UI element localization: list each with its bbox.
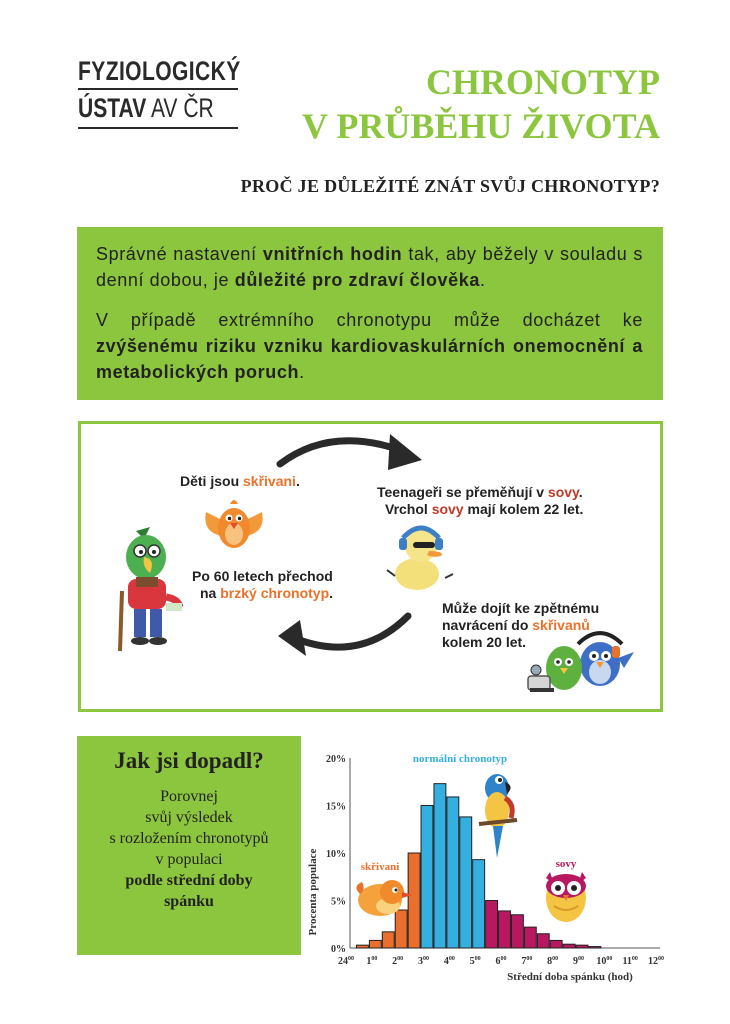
chart-bar (356, 945, 368, 948)
compare-box (77, 736, 301, 955)
bird-couple-icon (520, 622, 635, 702)
intro-p2-a: V případě extrémního chronotypu může docházet ke (96, 310, 643, 330)
caption-teen-f: mají kolem 22 let. (463, 501, 584, 517)
chart-bar (511, 915, 523, 948)
chart-x-tick-label: $9^{00}$ (573, 956, 584, 967)
caption-old-a: Po 60 letech přechod (192, 568, 333, 584)
logo-rule-bottom (78, 127, 238, 129)
chart-x-tick-label: $7^{00}$ (521, 956, 533, 967)
caption-children-a: Děti jsou (180, 473, 244, 489)
chart-x-tick-label: $5^{00}$ (469, 956, 481, 967)
chart-y-tick-label: 10% (326, 849, 346, 860)
chart-bar (447, 797, 459, 948)
chart-normal-label: normální chronotyp (412, 753, 508, 765)
caption-teen-e: sovy (431, 501, 464, 517)
caption-return-d: kolem 20 let. (442, 634, 527, 650)
intro-p2-b: zvýšenému riziku vzniku kardiovaskulárních onemocnění a metabolických poruch (96, 336, 643, 382)
chart-x-tick-label: $12^{00}$ (648, 956, 664, 967)
chart-bar (421, 806, 433, 949)
chart-y-tick-label: 5% (331, 896, 346, 908)
caption-return-c: skřivanů (532, 617, 590, 633)
chart-bar (550, 940, 562, 948)
caption-old-age (192, 568, 333, 602)
title-line-2: V PRŮBĚHU ŽIVOTA (302, 106, 660, 146)
caption-teen-b: sovy (547, 484, 579, 500)
intro-paragraph-1 (96, 241, 643, 293)
senior-parrot-icon (110, 527, 185, 655)
logo-line-1: FYZIOLOGICKÝ (78, 56, 241, 86)
compare-line-3: s rozložením chronotypů (109, 830, 269, 847)
compare-text (77, 786, 301, 912)
chart-y-tick-label: 20% (326, 754, 346, 765)
intro-p1-c: tak, aby běžely v souladu s denní dobou, je (96, 244, 643, 290)
chart-x-tick-label: $10^{00}$ (596, 956, 613, 967)
institute-logo (78, 56, 240, 129)
chart-x-tick-label: $2^{00}$ (392, 956, 404, 967)
chart-x-axis-label: Střední doba spánku (hod) (507, 971, 633, 983)
teen-duck-icon (385, 518, 455, 598)
chart-y-axis-label: Procenta populace (307, 848, 319, 936)
chart-owl-icon (546, 872, 586, 922)
chart-bar (563, 944, 575, 948)
caption-teen-c: . (578, 484, 583, 500)
chart-x-tick-label: $11^{00}$ (622, 956, 638, 967)
compare-line-1: Porovnej (160, 788, 218, 805)
compare-line-2: svůj výsledek (145, 809, 233, 826)
caption-children-b: skřivani (243, 473, 296, 489)
intro-p1-b: vnitřních hodin (262, 244, 403, 264)
compare-heading: Jak jsi dopadl? (114, 748, 264, 773)
logo-line-2-bold: ÚSTAV (78, 93, 147, 123)
chart-late-label: sovy (555, 858, 577, 870)
chart-bar (434, 784, 446, 948)
chart-x-tick-label: $6^{00}$ (495, 956, 507, 967)
child-lark-icon (200, 492, 268, 558)
chart-x-tick-label: $24^{00}$ (338, 956, 354, 967)
chart-bar (473, 860, 485, 948)
intro-p1-d: důležité pro zdraví člověka (234, 270, 480, 290)
logo-rule (78, 88, 238, 90)
intro-p1-a: Správné nastavení (96, 244, 263, 264)
intro-p2-c: . (299, 362, 305, 382)
chronotype-distribution-chart (300, 740, 680, 990)
chart-bar (486, 901, 498, 949)
chart-x-tick-label: $4^{00}$ (443, 956, 455, 967)
chart-bar (499, 911, 511, 948)
logo-line-2-rest: AV ČR (146, 93, 214, 123)
logo-line-2 (78, 93, 214, 123)
intro-paragraph-2 (96, 307, 643, 385)
title-line-1: CHRONOTYP (426, 62, 660, 102)
page-subtitle: PROČ JE DŮLEŽITÉ ZNÁT SVŮJ CHRONOTYP? (240, 176, 660, 196)
caption-old-d: . (329, 585, 334, 601)
caption-children-c: . (295, 473, 300, 489)
compare-line-5: podle střední doby (125, 872, 253, 889)
chart-bar (395, 910, 407, 948)
chart-bar (537, 934, 549, 948)
caption-old-b: na (200, 585, 221, 601)
chart-bar (408, 853, 420, 948)
intro-box (77, 227, 663, 400)
page-title (302, 60, 660, 148)
chart-x-tick-label: $8^{00}$ (547, 956, 559, 967)
chart-bar (382, 932, 394, 948)
compare-line-4: v populaci (155, 851, 223, 868)
chart-bar (576, 945, 588, 948)
compare-line-6: spánku (164, 893, 214, 910)
chart-bar (589, 947, 601, 948)
caption-return-a: Může dojít ke zpětnému (442, 600, 600, 616)
chart-x-tick-label: $3^{00}$ (418, 956, 429, 967)
caption-teenagers (377, 484, 583, 518)
chart-macaw-icon (479, 774, 517, 858)
caption-children (180, 473, 300, 490)
caption-teen-d: Vrchol (385, 501, 432, 517)
caption-old-c: brzký chronotyp (220, 585, 330, 601)
chart-y-tick-label: 0% (331, 944, 346, 955)
caption-return-b: navrácení do (442, 617, 533, 633)
intro-p1-e: . (480, 270, 486, 290)
chart-bar (460, 817, 472, 948)
caption-teen-a: Teenageři se přeměňují v (377, 484, 548, 500)
chart-early-label: skřivani (360, 861, 400, 873)
chart-bar (369, 940, 381, 948)
chart-x-tick-label: $1^{00}$ (366, 956, 378, 967)
arrow-bottom-icon (270, 600, 420, 670)
chart-bar (524, 927, 536, 948)
chart-y-tick-label: 15% (326, 801, 346, 813)
